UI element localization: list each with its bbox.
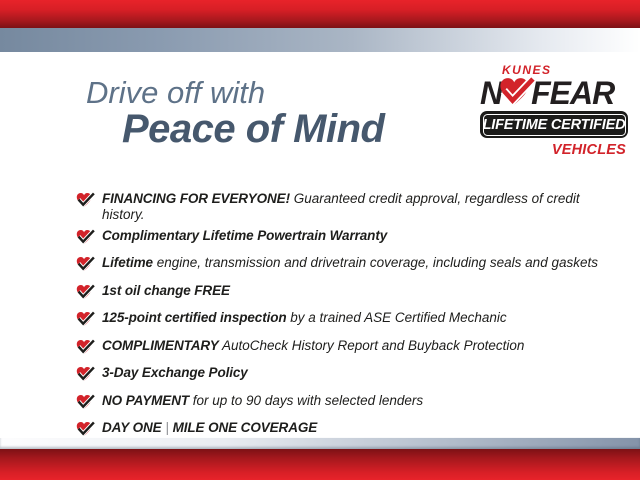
benefit-segment: 125-point certified inspection [102, 310, 287, 325]
heart-check-icon [76, 256, 95, 277]
badge-label: LIFETIME CERTIFIED [482, 116, 626, 133]
benefits-list [76, 191, 616, 458]
benefit-segment: DAY ONE [102, 420, 162, 435]
kunes-no-fear-logo [480, 64, 628, 158]
benefit-segment: Guaranteed credit approval, regardless of credit history. [102, 191, 580, 222]
benefit-segment: AutoCheck History Report and Buyback Protection [218, 337, 525, 353]
heart-check-icon [76, 192, 95, 213]
heart-check-icon [76, 339, 95, 360]
benefit-segment: Lifetime [102, 255, 153, 270]
lifetime-certified-badge [480, 111, 628, 138]
heart-check-icon [76, 229, 95, 250]
benefit-text [102, 393, 423, 409]
benefit-item [76, 228, 616, 250]
brand-name: KUNES [502, 63, 552, 77]
benefit-segment: NO PAYMENT [102, 392, 190, 408]
heart-check-icon [76, 311, 95, 332]
benefit-segment: for up to 90 days with selected lenders [189, 392, 424, 408]
top-red-bar [0, 0, 640, 28]
benefit-item [76, 338, 616, 360]
headline-line1: Drive off with [86, 75, 266, 110]
benefit-segment: by a trained ASE Certified Mechanic [286, 310, 507, 325]
benefit-segment: 1st oil change FREE [102, 282, 230, 298]
no-fear-n: N [480, 75, 503, 111]
no-fear-wordmark [480, 77, 628, 109]
bottom-red-bar [0, 449, 640, 480]
heart-check-icon [76, 394, 95, 415]
vehicles-label: VEHICLES [551, 142, 626, 158]
benefit-item [76, 191, 616, 222]
benefit-segment: COMPLIMENTARY [102, 337, 219, 353]
benefit-text [102, 283, 230, 299]
benefit-item [76, 393, 616, 415]
benefit-segment: MILE ONE COVERAGE [172, 420, 318, 435]
benefit-item [76, 255, 616, 277]
headline [86, 76, 384, 150]
benefit-item [76, 283, 616, 305]
headline-line2: Peace of Mind [122, 107, 385, 152]
benefit-item [76, 310, 616, 332]
benefit-segment: Complimentary Lifetime Powertrain Warranty [102, 227, 388, 243]
top-slate-bar [0, 28, 640, 52]
benefit-segment: 3-Day Exchange Policy [102, 365, 248, 380]
benefit-item [76, 365, 616, 387]
no-fear-fear: FEAR [531, 75, 615, 111]
benefit-text [102, 365, 248, 381]
benefit-text [102, 228, 387, 244]
heart-check-icon [499, 76, 535, 107]
benefit-segment: | [161, 420, 173, 435]
heart-check-icon [76, 284, 95, 305]
bottom-slate-bar [0, 437, 640, 449]
benefit-text [102, 338, 524, 354]
benefit-text [102, 191, 616, 222]
benefit-text [102, 310, 507, 326]
heart-check-icon [76, 366, 95, 387]
benefit-segment: FINANCING FOR EVERYONE! [102, 191, 290, 206]
benefit-text [102, 255, 598, 271]
benefit-segment: engine, transmission and drivetrain coverage, including seals and gaskets [152, 255, 598, 270]
